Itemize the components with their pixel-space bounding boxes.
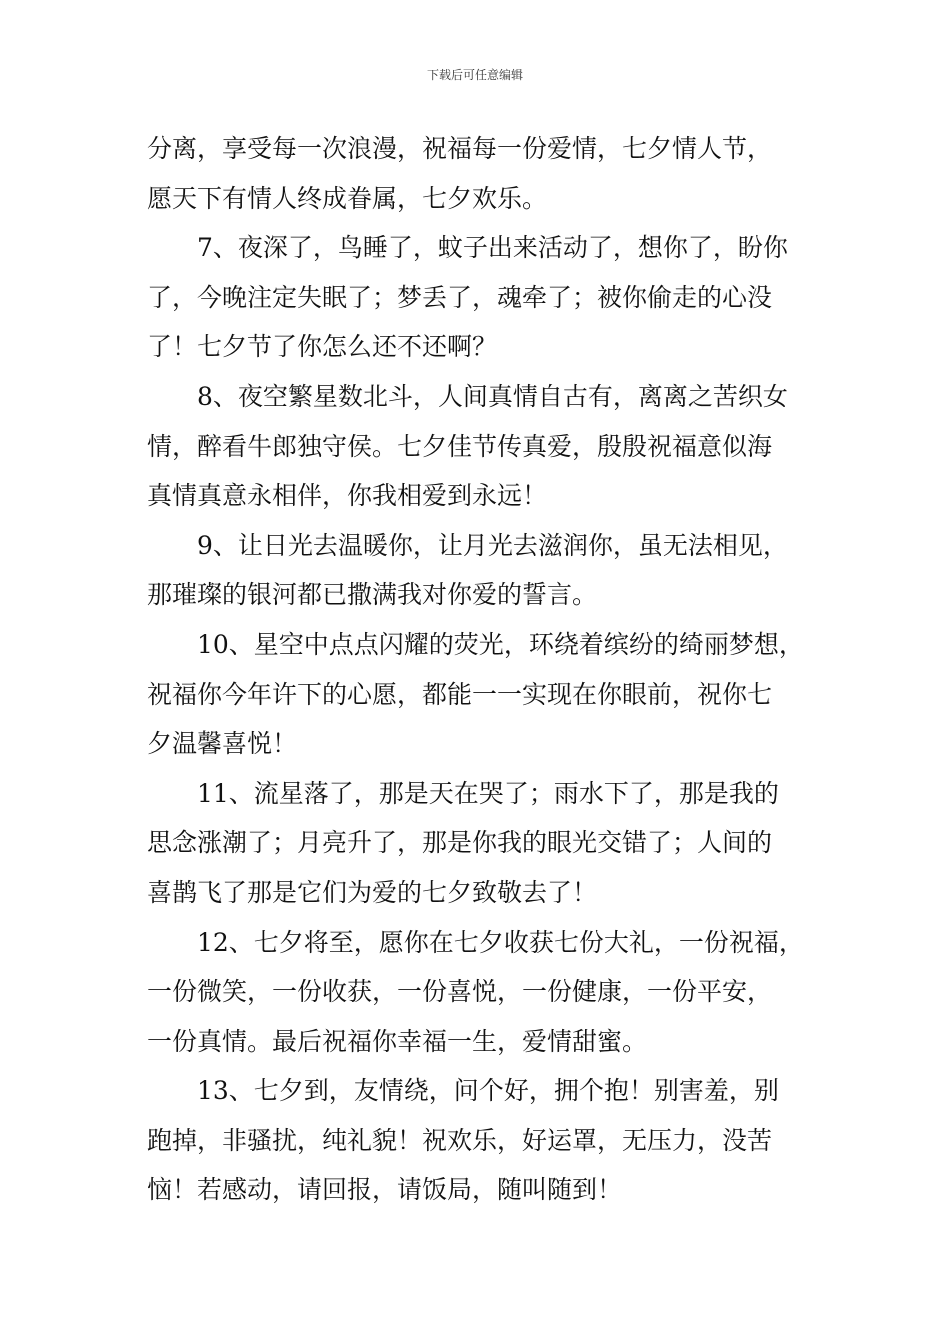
paragraph-line: 恼！若感动，请回报，请饭局，随叫随到！	[147, 1175, 623, 1205]
paragraph	[147, 223, 827, 372]
paragraph-line: 跑掉，非骚扰，纯礼貌！祝欢乐，好运罩，无压力，没苦	[147, 1125, 773, 1155]
paragraph-line: 11、流星落了，那是天在哭了；雨水下了，那是我的	[197, 778, 779, 808]
paragraph-line: 一份微笑，一份收获，一份喜悦，一份健康，一份平安，	[147, 977, 773, 1007]
paragraph-line: 8、夜空繁星数北斗，人间真情自古有，离离之苦织女	[197, 381, 788, 411]
document-body	[147, 124, 827, 1215]
paragraph	[147, 620, 827, 769]
paragraph-line: 7、夜深了，鸟睡了，蚊子出来活动了，想你了，盼你	[197, 233, 788, 263]
paragraph-line: 夕温馨喜悦！	[147, 729, 298, 759]
paragraph-line: 了！七夕节了你怎么还不还啊？	[147, 332, 498, 362]
paragraph-line: 一份真情。最后祝福你幸福一生，爱情甜蜜。	[147, 1026, 648, 1056]
paragraph-line: 那璀璨的银河都已撒满我对你爱的誓言。	[147, 580, 598, 610]
paragraph-line: 分离，享受每一次浪漫，祝福每一份爱情，七夕情人节，	[147, 134, 773, 163]
paragraph-line: 真情真意永相伴，你我相爱到永远！	[147, 481, 548, 511]
paragraph-line: 13、七夕到，友情绕，问个好，拥个抱！别害羞，别	[197, 1076, 779, 1106]
paragraph-line: 12、七夕将至，愿你在七夕收获七份大礼，一份祝福，	[197, 927, 804, 957]
paragraph-line: 了，今晚注定失眠了；梦丢了，魂牵了；被你偷走的心没	[147, 282, 773, 312]
paragraph	[147, 918, 827, 1067]
paragraph	[147, 769, 827, 918]
paragraph-line: 思念涨潮了；月亮升了，那是你我的眼光交错了；人间的	[147, 828, 773, 858]
paragraph	[147, 1066, 827, 1215]
paragraph	[147, 372, 827, 521]
paragraph-line: 情，醉看牛郎独守侯。七夕佳节传真爱，殷殷祝福意似海	[147, 431, 773, 461]
paragraph	[147, 521, 827, 620]
page-header: 下载后可任意编辑	[426, 68, 523, 82]
paragraph	[147, 124, 827, 223]
paragraph-line: 喜鹊飞了那是它们为爱的七夕致敬去了！	[147, 877, 598, 907]
paragraph-line: 愿天下有情人终成眷属，七夕欢乐。	[147, 183, 548, 213]
paragraph-line: 9、让日光去温暖你，让月光去滋润你，虽无法相见，	[197, 530, 788, 560]
paragraph-line: 祝福你今年许下的心愿，都能一一实现在你眼前，祝你七	[147, 679, 773, 709]
paragraph-line: 10、星空中点点闪耀的荧光，环绕着缤纷的绮丽梦想，	[197, 629, 804, 659]
